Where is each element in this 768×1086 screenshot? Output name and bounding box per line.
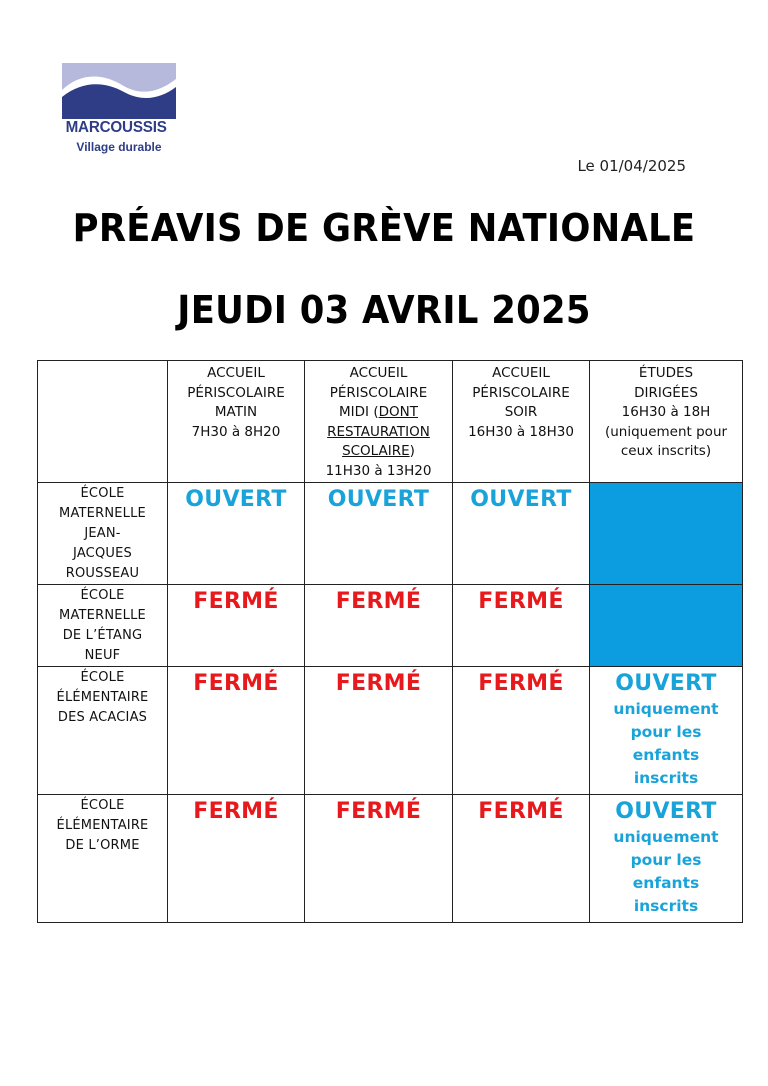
status-cell-midi (305, 585, 453, 667)
status-note: uniquement pour les enfants inscrits (613, 828, 719, 915)
status-cell-midi (305, 795, 453, 923)
header-accueil-soir: ACCUEIL PÉRISCOLAIRE SOIR 16H30 à 18H30 (453, 361, 590, 483)
status-note: uniquement pour les enfants inscrits (613, 700, 719, 787)
status-open: OUVERT (327, 487, 430, 512)
school-name-cell: ÉCOLE ÉLÉMENTAIRE DE L’ORME (38, 795, 168, 923)
header-accueil-midi: ACCUEIL PÉRISCOLAIRE MIDI (DONT RESTAURATION SCOLAIRE) 11H30 à 13H20 (305, 361, 453, 483)
logo-tagline: Village durable (76, 140, 162, 154)
status-closed: FERMÉ (193, 589, 279, 614)
title-strike-date: JEUDI 03 AVRIL 2025 (177, 288, 591, 332)
status-cell-soir (453, 585, 590, 667)
status-cell-etudes (590, 667, 743, 795)
status-cell-matin (168, 585, 305, 667)
status-closed: FERMÉ (478, 589, 564, 614)
status-closed: FERMÉ (335, 799, 422, 824)
header-empty-cell (38, 361, 168, 483)
header-etudes-dirigees: ÉTUDES DIRIGÉES 16H30 à 18H (uniquement pour ceux inscrits) (590, 361, 743, 483)
status-cell-not-applicable (590, 483, 743, 585)
status-cell-soir (453, 795, 590, 923)
table-row (38, 667, 743, 795)
status-closed: FERMÉ (193, 799, 279, 824)
title-strike-notice: PRÉAVIS DE GRÈVE NATIONALE (72, 206, 696, 250)
status-closed: FERMÉ (335, 589, 422, 614)
logo-emblem (62, 63, 176, 119)
table-row (38, 483, 743, 585)
service-status-table (37, 360, 743, 923)
status-cell-soir (453, 667, 590, 795)
table-row (38, 585, 743, 667)
table-row (38, 795, 743, 923)
status-cell-not-applicable (590, 585, 743, 667)
status-closed: FERMÉ (193, 671, 279, 696)
marcoussis-logo (62, 63, 176, 158)
status-cell-midi (305, 667, 453, 795)
school-name-cell: ÉCOLE ÉLÉMENTAIRE DES ACACIAS (38, 667, 168, 795)
status-open: OUVERT (185, 487, 287, 512)
status-closed: FERMÉ (478, 799, 564, 824)
school-name-cell: ÉCOLE MATERNELLE DE L’ÉTANG NEUF (38, 585, 168, 667)
document-date: Le 01/04/2025 (577, 157, 686, 175)
status-cell-soir (453, 483, 590, 585)
status-cell-matin (168, 667, 305, 795)
header-accueil-matin: ACCUEIL PÉRISCOLAIRE MATIN 7H30 à 8H20 (168, 361, 305, 483)
status-closed: FERMÉ (478, 671, 564, 696)
status-open: OUVERT (615, 799, 717, 824)
status-closed: FERMÉ (335, 671, 422, 696)
status-cell-matin (168, 795, 305, 923)
table-header-row (38, 361, 743, 483)
status-cell-midi (305, 483, 453, 585)
status-open: OUVERT (615, 671, 717, 696)
status-cell-matin (168, 483, 305, 585)
logo-name: MARCOUSSIS (65, 119, 167, 136)
status-open: OUVERT (470, 487, 572, 512)
status-cell-etudes (590, 795, 743, 923)
school-name-cell: ÉCOLE MATERNELLE JEAN- JACQUES ROUSSEAU (38, 483, 168, 585)
